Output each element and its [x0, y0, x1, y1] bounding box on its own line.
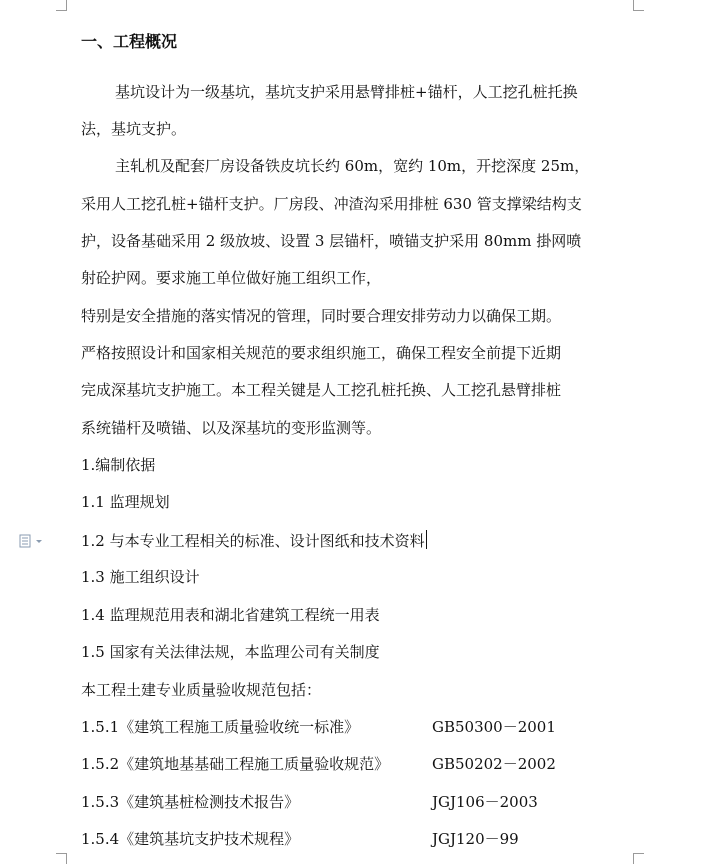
- margin-corner-bottom-right: [633, 853, 644, 864]
- paragraph-line[interactable]: 射砼护网。要求施工单位做好施工组织工作，: [81, 269, 382, 287]
- paragraph-line[interactable]: 主轧机及配套厂房设备铁皮坑长约 60m，宽约 10m，开挖深度 25m，: [115, 157, 590, 175]
- paragraph-line[interactable]: 特别是安全措施的落实情况的管理，同时要合理安排劳动力以确保工期。: [81, 307, 562, 325]
- margin-corner-top-right: [633, 0, 644, 11]
- spec-code[interactable]: GB50202－2002: [432, 755, 556, 773]
- list-item[interactable]: 1.1 监理规划: [81, 493, 170, 511]
- list-item[interactable]: 1.5 国家有关法律法规，本监理公司有关制度: [81, 643, 380, 661]
- section-heading[interactable]: 一、工程概况: [81, 32, 178, 51]
- paragraph-line[interactable]: 采用人工挖孔桩+锚杆支护。厂房段、冲渣沟采用排桩 630 管支撑梁结构支: [81, 195, 582, 213]
- spec-name[interactable]: 1.5.4《建筑基坑支护技术规程》: [81, 830, 300, 848]
- spec-code[interactable]: JGJ106－2003: [432, 793, 538, 811]
- list-item-text[interactable]: 1.2 与本专业工程相关的标准、设计图纸和技术资料: [81, 532, 425, 550]
- spec-code[interactable]: GB50300－2001: [432, 718, 556, 736]
- paragraph-line[interactable]: 基坑设计为一级基坑，基坑支护采用悬臂排桩+锚杆，人工挖孔桩托换: [115, 83, 578, 101]
- spec-name[interactable]: 1.5.2《建筑地基基础工程施工质量验收规范》: [81, 755, 390, 773]
- section-title[interactable]: 1.编制依据: [81, 456, 156, 474]
- spec-name[interactable]: 1.5.1《建筑工程施工质量验收统一标准》: [81, 718, 360, 736]
- paragraph-line[interactable]: 严格按照设计和国家相关规范的要求组织施工，确保工程安全前提下近期: [81, 344, 562, 362]
- spec-intro[interactable]: 本工程土建专业质量验收规范包括：: [81, 681, 322, 699]
- spec-code[interactable]: JGJ120－99: [432, 830, 519, 848]
- list-item[interactable]: 1.4 监理规范用表和湖北省建筑工程统一用表: [81, 606, 380, 624]
- paragraph-line[interactable]: 完成深基坑支护施工。本工程关键是人工挖孔桩托换、人工挖孔悬臂排桩: [81, 381, 562, 399]
- text-cursor: [426, 530, 427, 549]
- paragraph-line[interactable]: 法，基坑支护。: [81, 120, 187, 138]
- list-item[interactable]: [81, 530, 427, 551]
- paragraph-line[interactable]: 系统锚杆及喷锚、以及深基坑的变形监测等。: [81, 419, 382, 437]
- list-item[interactable]: 1.3 施工组织设计: [81, 568, 200, 586]
- margin-corner-top-left: [56, 0, 67, 11]
- margin-corner-bottom-left: [56, 853, 67, 864]
- paragraph-options-icon[interactable]: [18, 533, 46, 549]
- spec-name[interactable]: 1.5.3《建筑基桩检测技术报告》: [81, 793, 300, 811]
- paragraph-line[interactable]: 护，设备基础采用 2 级放坡、设置 3 层锚杆，喷锚支护采用 80mm 掛网喷: [81, 232, 582, 250]
